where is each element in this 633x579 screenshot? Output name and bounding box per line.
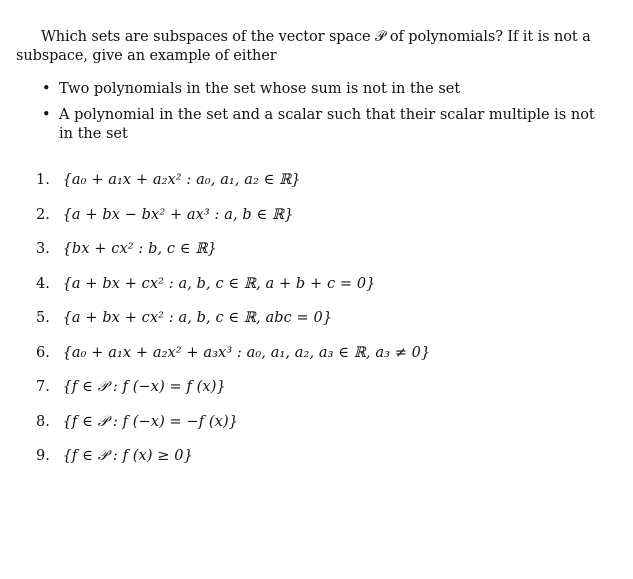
set-item bbox=[36, 239, 430, 274]
set-item bbox=[36, 377, 430, 412]
condition-list bbox=[40, 80, 600, 151]
set-item-expression: {f ∈ 𝒫 : f (−x) = −f (x)} bbox=[62, 413, 239, 430]
set-item-number: 7. bbox=[36, 379, 50, 395]
set-item-expression: {a₀ + a₁x + a₂x² : a₀, a₁, a₂ ∈ ℝ} bbox=[62, 172, 301, 188]
set-item-expression: {a + bx + cx² : a, b, c ∈ ℝ, abc = 0} bbox=[62, 310, 333, 326]
set-list bbox=[36, 170, 430, 481]
set-item-expression: {bx + cx² : b, c ∈ ℝ} bbox=[62, 241, 217, 257]
set-item-number: 8. bbox=[36, 413, 50, 430]
bullet-text: Two polynomials in the set whose sum is not in the set bbox=[59, 81, 461, 97]
bullet-text: A polynomial in the set and a scalar such that their scalar multiple is not in the set bbox=[59, 107, 595, 142]
set-item-expression: {a + bx + cx² : a, b, c ∈ ℝ, a + b + c = 0} bbox=[62, 275, 376, 292]
set-item bbox=[36, 170, 430, 205]
set-item-number: 5. bbox=[36, 310, 50, 326]
question-intro: Which sets are subspaces of the vector space 𝒫 of polynomials? If it is not a subspace, give an example of either bbox=[16, 29, 591, 64]
set-item-expression: {f ∈ 𝒫 : f (−x) = f (x)} bbox=[62, 379, 226, 395]
bullet-item bbox=[40, 80, 600, 99]
set-item-expression: {f ∈ 𝒫 : f (x) ≥ 0} bbox=[62, 448, 193, 464]
set-item-expression: {a₀ + a₁x + a₂x² + a₃x³ : a₀, a₁, a₂, a₃ ∈ ℝ, a₃ ≠ 0} bbox=[62, 344, 431, 361]
bullet-item bbox=[40, 106, 600, 144]
set-item-number: 9. bbox=[36, 448, 50, 464]
set-item-expression: {a + bx − bx² + ax³ : a, b ∈ ℝ} bbox=[62, 206, 294, 223]
set-item-number: 4. bbox=[36, 275, 50, 292]
bullet-icon: • bbox=[42, 81, 51, 97]
bullet-icon: • bbox=[42, 107, 51, 123]
set-item bbox=[36, 308, 430, 343]
set-item bbox=[36, 274, 430, 309]
set-item-number: 3. bbox=[36, 241, 50, 257]
set-item bbox=[36, 343, 430, 378]
set-item bbox=[36, 412, 430, 447]
set-item bbox=[36, 205, 430, 240]
set-item bbox=[36, 446, 430, 481]
set-item-number: 1. bbox=[36, 172, 50, 188]
set-item-number: 6. bbox=[36, 344, 50, 361]
set-item-number: 2. bbox=[36, 206, 50, 223]
